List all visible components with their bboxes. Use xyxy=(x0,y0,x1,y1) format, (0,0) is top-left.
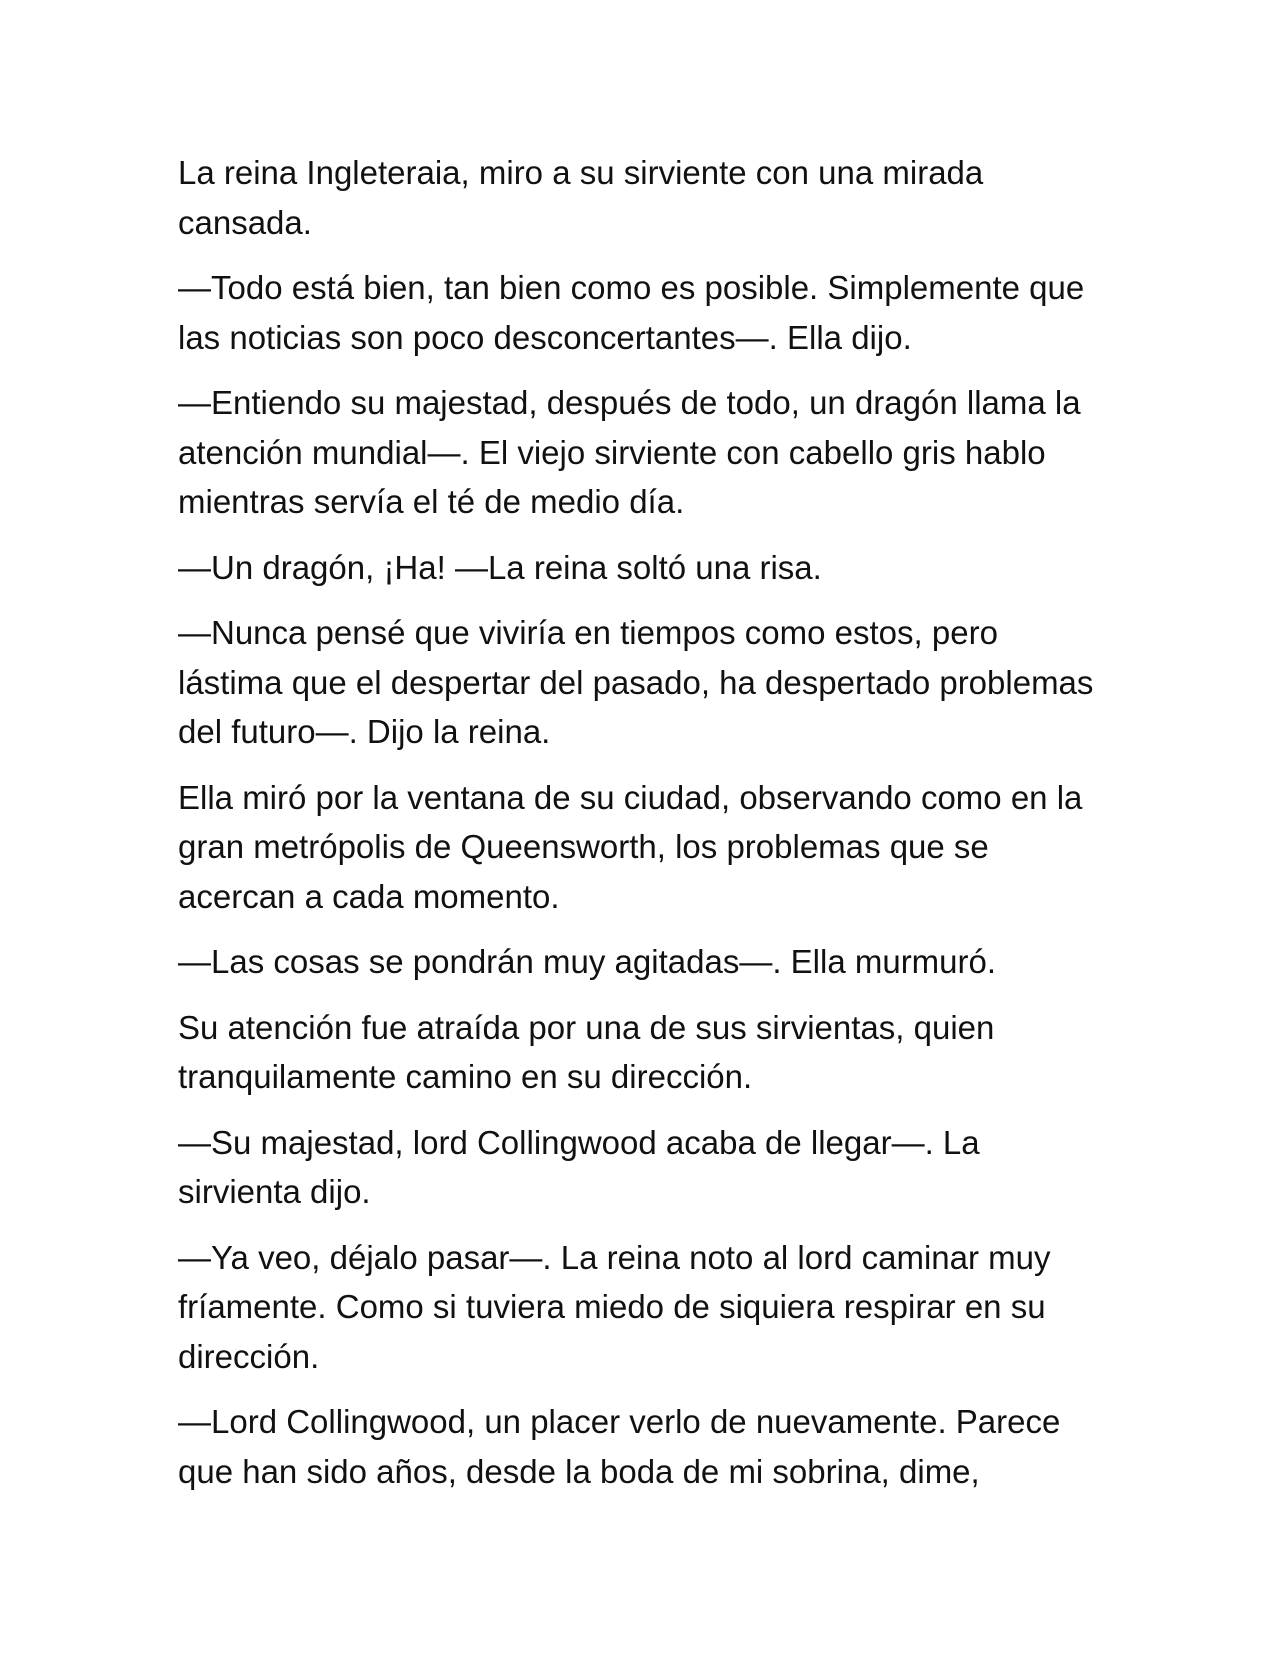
paragraph-11: —Lord Collingwood, un placer verlo de nuevamente. Parece que han sido años, desde la boda de mi sobrina, dime, xyxy=(178,1403,1061,1490)
paragraph-7: —Las cosas se pondrán muy agitadas—. Ella murmuró. xyxy=(178,943,997,980)
paragraph-9: —Su majestad, lord Collingwood acaba de llegar—. La sirvienta dijo. xyxy=(178,1123,980,1210)
paragraph-3: —Entiendo su majestad, después de todo, un dragón llama la atención mundial—. El viejo sirviente con cabello gris hablo mientras servía el té de medio día. xyxy=(178,384,1081,520)
paragraph-4: —Un dragón, ¡Ha! —La reina soltó una risa. xyxy=(178,548,822,586)
paragraph-8: Su atención fue atraída por una de sus sirvientas, quien tranquilamente camino en su dirección. xyxy=(178,1008,995,1095)
paragraph-5: —Nunca pensé que viviría en tiempos como estos, pero lástima que el despertar del pasado, ha despertado problemas del futuro—. Dijo la reina. xyxy=(178,614,1094,750)
paragraph-6: Ella miró por la ventana de su ciudad, observando como en la gran metrópolis de Queensworth, los problemas que se acercan a cada momento. xyxy=(178,778,1083,915)
paragraph-10: —Ya veo, déjalo pasar—. La reina noto al lord caminar muy fríamente. Como si tuviera miedo de siquiera respirar en su dirección. xyxy=(178,1238,1051,1375)
document-body xyxy=(178,148,1108,1512)
paragraph-2: —Todo está bien, tan bien como es posible. Simplemente que las noticias son poco desconcertantes—. Ella dijo. xyxy=(178,269,1085,356)
paragraph-1: La reina Ingleteraia, miro a su sirviente con una mirada cansada. xyxy=(178,154,984,241)
